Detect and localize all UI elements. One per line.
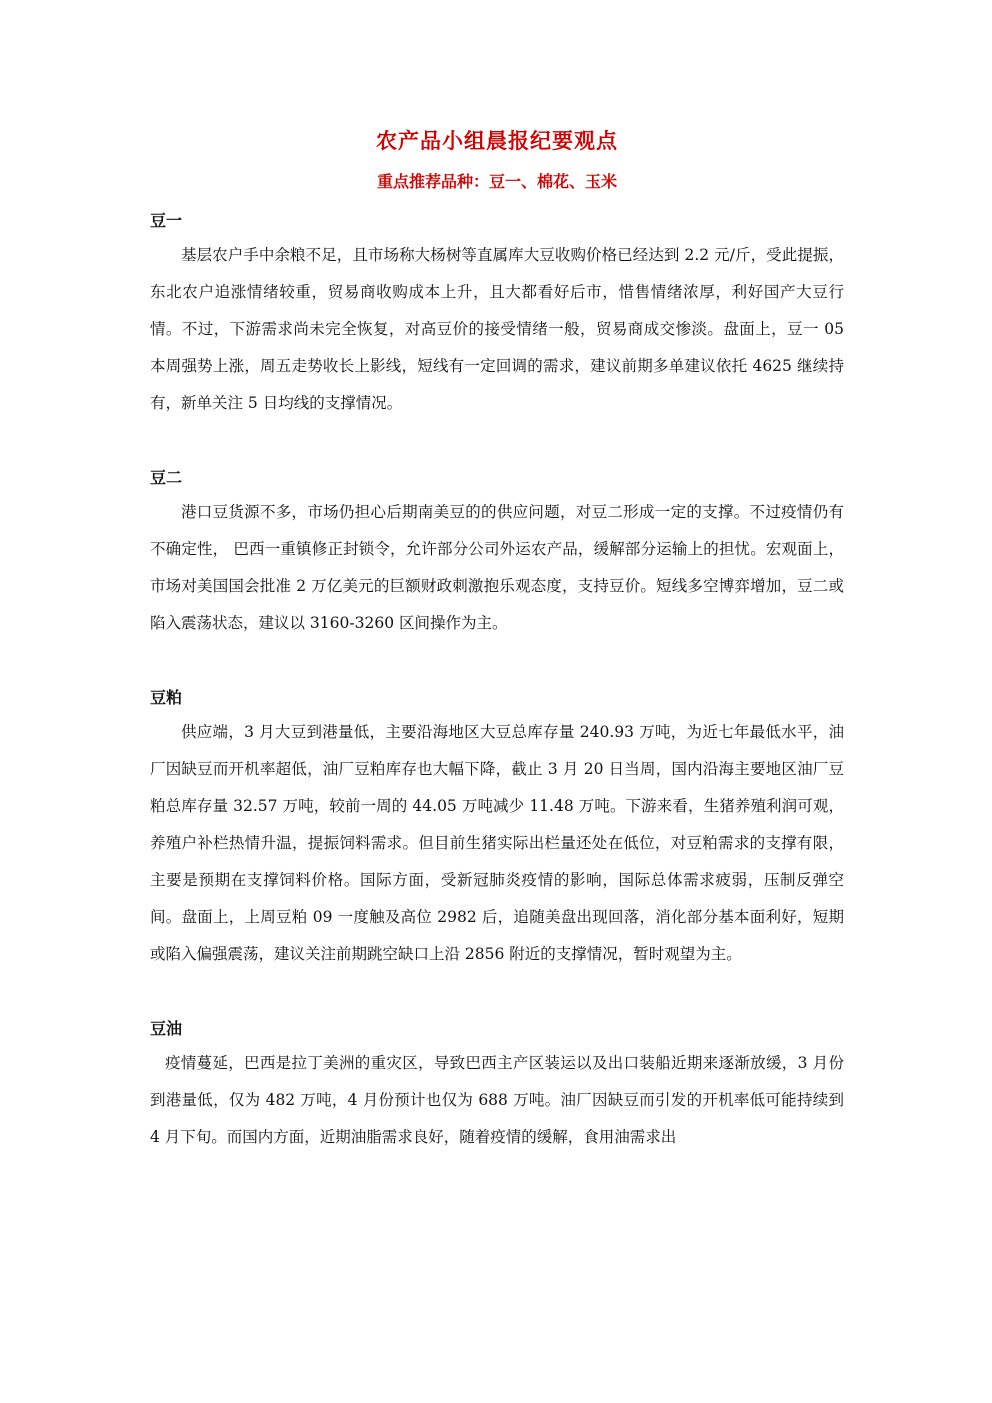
section-paragraph: 供应端，3 月大豆到港量低，主要沿海地区大豆总库存量 240.93 万吨，为近七年最低水平，油厂因缺豆而开机率超低，油厂豆粕库存也大幅下降，截止 3 月 20 日当周，国内沿海主要地区油厂豆粕总库存量 32.57 万吨，较前一周的 44.05 万吨减少 11.48 万吨。下游来看，生猪养殖利润可观，养殖户补栏热情升温，提振饲料需求。但目前生猪实际出栏量还处在低位，对豆粕需求的支撑有限，主要是预期在支撑饲料价格。国际方面，受新冠肺炎疫情的影响，国际总体需求疲弱，压制反弹空间。盘面上，上周豆粕 09 一度触及高位 2982 后，追随美盘出现回落，消化部分基本面利好，短期或陷入偏强震荡，建议关注前期跳空缺口上沿 2856 附近的支撑情况，暂时观望为主。 — [150, 723, 844, 963]
section-heading: 豆粕 — [150, 688, 183, 707]
section-paragraph: 港口豆货源不多，市场仍担心后期南美豆的的供应问题，对豆二形成一定的支撑。不过疫情仍有不确定性， 巴西一重镇修正封锁令，允许部分公司外运农产品，缓解部分运输上的担忧。宏观面上，市场对美国国会批准 2 万亿美元的巨额财政刺激抱乐观态度，支持豆价。短线多空博弈增加，豆二或陷入震荡状态，建议以 3160-3260 区间操作为主。 — [150, 503, 844, 632]
document-subtitle: 重点推荐品种：豆一、棉花、玉米 — [376, 172, 617, 191]
section-dou-er — [150, 466, 844, 642]
section-heading: 豆二 — [150, 468, 183, 487]
section-heading: 豆一 — [150, 211, 183, 230]
document-page — [150, 126, 844, 1156]
section-paragraph: 疫情蔓延，巴西是拉丁美洲的重灾区，导致巴西主产区装运以及出口装船近期来逐渐放缓，3 月份到港量低，仅为 482 万吨，4 月份预计也仅为 688 万吨。油厂因缺豆而引发的开机率低可能持续到 4 月下旬。而国内方面，近期油脂需求良好，随着疫情的缓解，食用油需求出 — [150, 1054, 844, 1146]
section-heading: 豆油 — [150, 1019, 183, 1038]
document-title: 农产品小组晨报纪要观点 — [376, 128, 618, 153]
section-dou-you — [150, 1017, 844, 1156]
section-paragraph: 基层农户手中余粮不足，且市场称大杨树等直属库大豆收购价格已经达到 2.2 元/斤，受此提振，东北农户追涨情绪较重，贸易商收购成本上升，且大都看好后市，惜售情绪浓厚，利好国产大豆行情。不过，下游需求尚未完全恢复，对高豆价的接受情绪一般，贸易商成交惨淡。盘面上，豆一 05 本周强势上涨，周五走势收长上影线，短线有一定回调的需求，建议前期多单建议依托 4625 继续持有，新单关注 5 日均线的支撑情况。 — [150, 246, 844, 412]
section-dou-yi — [150, 209, 844, 422]
section-dou-po — [150, 686, 844, 973]
